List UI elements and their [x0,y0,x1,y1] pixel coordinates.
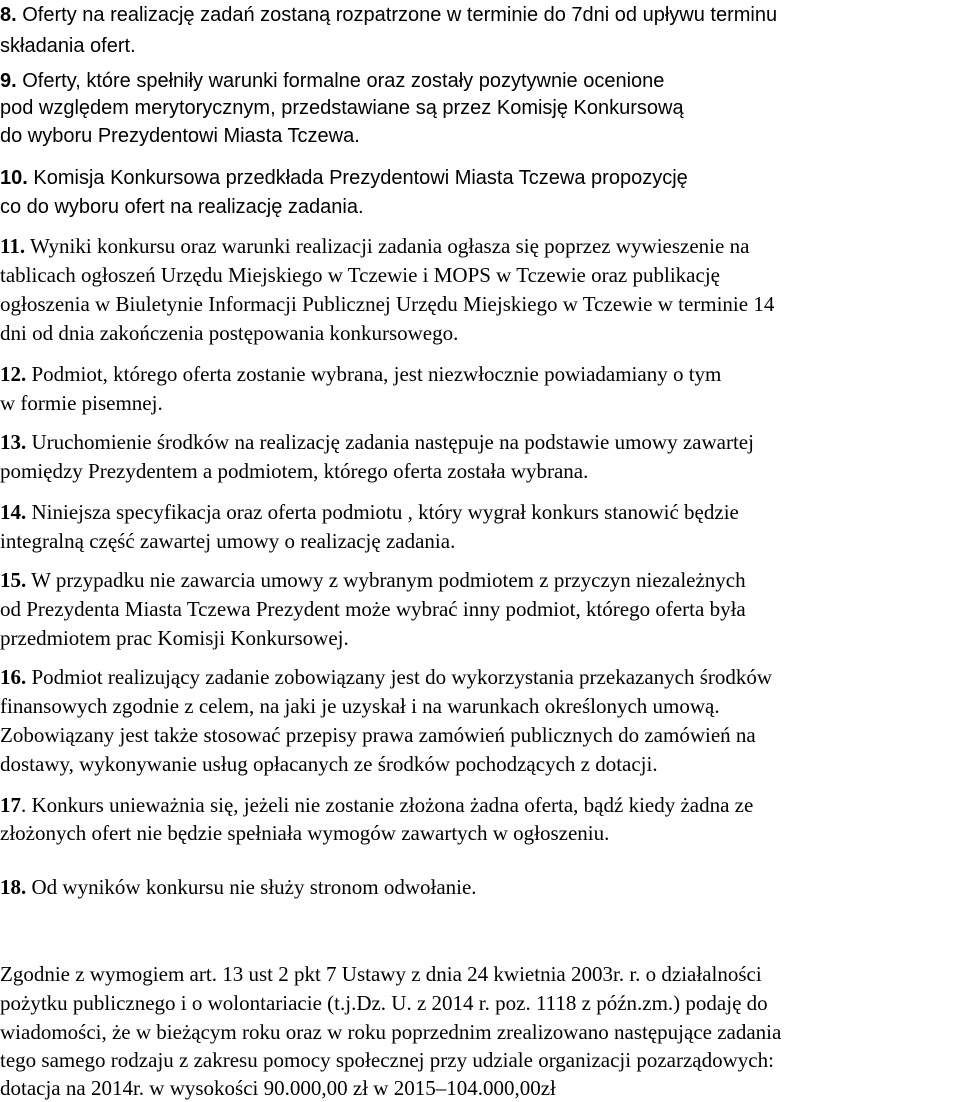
item-number: 8. [0,4,17,26]
item-9-line-2: pod względem merytorycznym, przedstawiane są przez Komisję Konkursową [0,97,684,119]
closing-line-5: dotacja na 2014r. w wysokości 90.000,00 zł w 2015–104.000,00zł [0,1076,556,1100]
item-text: Uruchomienie środków na realizację zadania następuje na podstawie umowy zawartej [31,430,754,454]
item-text: Podmiot realizujący zadanie zobowiązany jest do wykorzystania przekazanych środków [31,665,773,689]
item-14-line-1 [0,499,739,525]
item-text: Podmiot, którego oferta zostanie wybrana, jest niezwłocznie powiadamiany o tym [31,362,722,386]
item-11-line-4: dni od dnia zakończenia postępowania konkursowego. [0,321,459,345]
item-9-line-3: do wyboru Prezydentowi Miasta Tczewa. [0,125,360,147]
item-15-line-3: przedmiotem prac Komisji Konkursowej. [0,626,349,650]
item-8-line-1 [0,2,777,28]
item-16-line-1 [0,664,772,690]
item-12-line-2: w formie pisemnej. [0,391,163,415]
item-number: 12. [0,362,27,386]
item-text: Komisja Konkursowa przedkłada Prezydentowi Miasta Tczewa propozycję [33,167,688,189]
item-number: 15. [0,568,27,592]
item-number: 18. [0,875,27,899]
item-number: 13. [0,430,27,454]
item-text: Niniejsza specyfikacja oraz oferta podmiotu , który wygrał konkurs stanowić będzie [31,500,739,524]
item-11-line-2: tablicach ogłoszeń Urzędu Miejskiego w Tczewie i MOPS w Tczewie oraz publikację [0,263,720,287]
item-text: Od wyników konkursu nie służy stronom odwołanie. [31,875,477,899]
item-10-line-2: co do wyboru ofert na realizację zadania. [0,196,364,218]
item-text: Wyniki konkursu oraz warunki realizacji zadania ogłasza się poprzez wywieszenie na [29,234,750,258]
item-number: 17 [0,793,21,817]
item-text: Oferty, które spełniły warunki formalne oraz zostały pozytywnie ocenione [22,70,665,92]
item-17-line-1 [0,792,753,818]
item-18-line-1 [0,874,477,900]
item-12-line-1 [0,361,721,387]
closing-line-2: pożytku publicznego i o wolontariacie (t.j.Dz. U. z 2014 r. poz. 1118 z późn.zm.) podaję do [0,991,768,1015]
item-10-line-1 [0,165,688,191]
item-number: 16. [0,665,27,689]
item-11-line-3: ogłoszenia w Biuletynie Informacji Publicznej Urzędu Miejskiego w Tczewie w terminie 14 [0,292,775,316]
item-13-line-2: pomiędzy Prezydentem a podmiotem, którego oferta została wybrana. [0,459,589,483]
item-15-line-1 [0,567,746,593]
item-text: Oferty na realizację zadań zostaną rozpatrzone w terminie do 7dni od upływu terminu [22,4,778,26]
item-8-line-2: składania ofert. [0,35,136,57]
item-16-line-2: finansowych zgodnie z celem, na jaki je uzyskał i na warunkach określonych umową. [0,694,720,718]
item-16-line-3: Zobowiązany jest także stosować przepisy prawa zamówień publicznych do zamówień na [0,723,756,747]
item-text: W przypadku nie zawarcia umowy z wybranym podmiotem z przyczyn niezależnych [31,568,746,592]
item-number: 9. [0,70,17,92]
item-16-line-4: dostawy, wykonywanie usług opłacanych ze środków pochodzących z dotacji. [0,752,658,776]
item-17-line-2: złożonych ofert nie będzie spełniała wymogów zawartych w ogłoszeniu. [0,821,610,845]
item-number: 11. [0,234,26,258]
closing-line-4: tego samego rodzaju z zakresu pomocy społecznej przy udziale organizacji pozarządowych: [0,1048,774,1072]
item-text: . Konkurs unieważnia się, jeżeli nie zostanie złożona żadna oferta, bądź kiedy żadna ze [21,793,754,817]
closing-line-1: Zgodnie z wymogiem art. 13 ust 2 pkt 7 Ustawy z dnia 24 kwietnia 2003r. r. o działalności [0,962,762,986]
item-number: 10. [0,167,28,189]
item-number: 14. [0,500,27,524]
item-9-line-1 [0,68,664,94]
item-14-line-2: integralną część zawartej umowy o realizację zadania. [0,529,456,553]
item-13-line-1 [0,429,754,455]
closing-line-3: wiadomości, że w bieżącym roku oraz w roku poprzednim zrealizowano następujące zadania [0,1020,782,1044]
item-15-line-2: od Prezydenta Miasta Tczewa Prezydent może wybrać inny podmiot, którego oferta była [0,597,746,621]
item-11-line-1 [0,233,749,259]
